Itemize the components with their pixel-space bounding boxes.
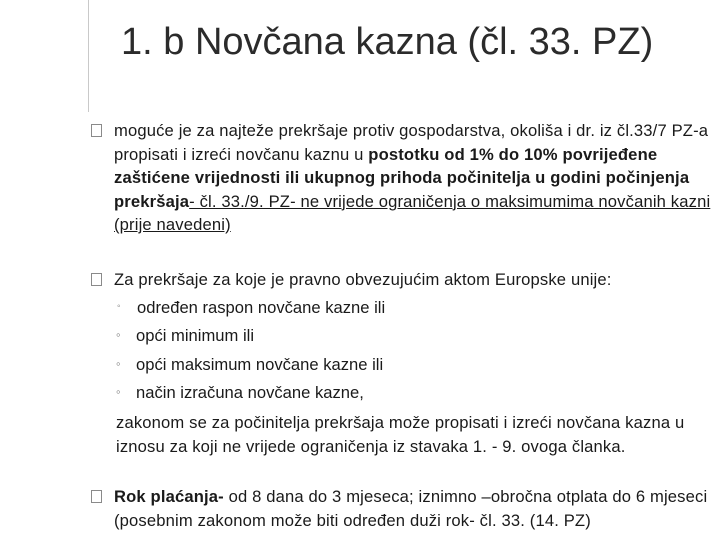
paragraph-text: od 8 dana do 3 mjeseca; iznimno –obročna otplata do 6 mjeseci (posebnim zakonom može biti određen duži rok- čl. 33. (14. PZ) [114, 487, 708, 530]
paragraph-text: moguće je za najteže prekršaje protiv gospodarstva, okoliša i dr. iz čl.33/7 PZ-a propisati i izreći novčanu kaznu u [114, 121, 709, 164]
ring-bullet-icon: ◦ [116, 356, 121, 371]
ring-bullet-icon: ◦ [116, 384, 121, 399]
bullet-box-icon [91, 273, 102, 286]
sub-item: način izračuna novčane kazne, [136, 383, 364, 402]
ring-bullet-icon: ◦ [116, 327, 121, 342]
bullet-box-icon [91, 490, 102, 503]
paragraph-continuation: zakonom se za počinitelja prekršaja može propisati i izreći novčana kazna u iznosu za koji ne vrijede ograničenja iz stavaka 1. - 9. ovoga članka. [116, 413, 685, 456]
paragraph-payment-deadline [114, 485, 714, 532]
bullet-box-icon [91, 124, 102, 137]
sub-item: opći minimum ili [136, 326, 255, 345]
sub-item: opći maksimum novčane kazne ili [136, 355, 384, 374]
title-left-rule [88, 0, 89, 112]
paragraph-bold-text: Rok plaćanja- [114, 487, 224, 506]
paragraph-eu-act: Za prekršaje za koje je pravno obvezujućim aktom Europske unije: [114, 270, 612, 289]
sub-item: određen raspon novčane kazne ili [137, 298, 386, 317]
paragraph-bold-text: postotku od 1% do 10% povrijeđene zaštićene vrijednosti ili ukupnog prihoda počinitelja u godini počinjenja prekršaja [114, 144, 690, 211]
slide-title: 1. b Novčana kazna (čl. 33. PZ) [121, 21, 654, 63]
ring-bullet-icon: ◦ [117, 301, 121, 312]
paragraph-fine-percentage [114, 119, 714, 237]
paragraph-underlined-text: - čl. 33./9. PZ- ne vrijede ograničenja o maksimumima novčanih kazni (prije navedeni) [114, 191, 711, 234]
